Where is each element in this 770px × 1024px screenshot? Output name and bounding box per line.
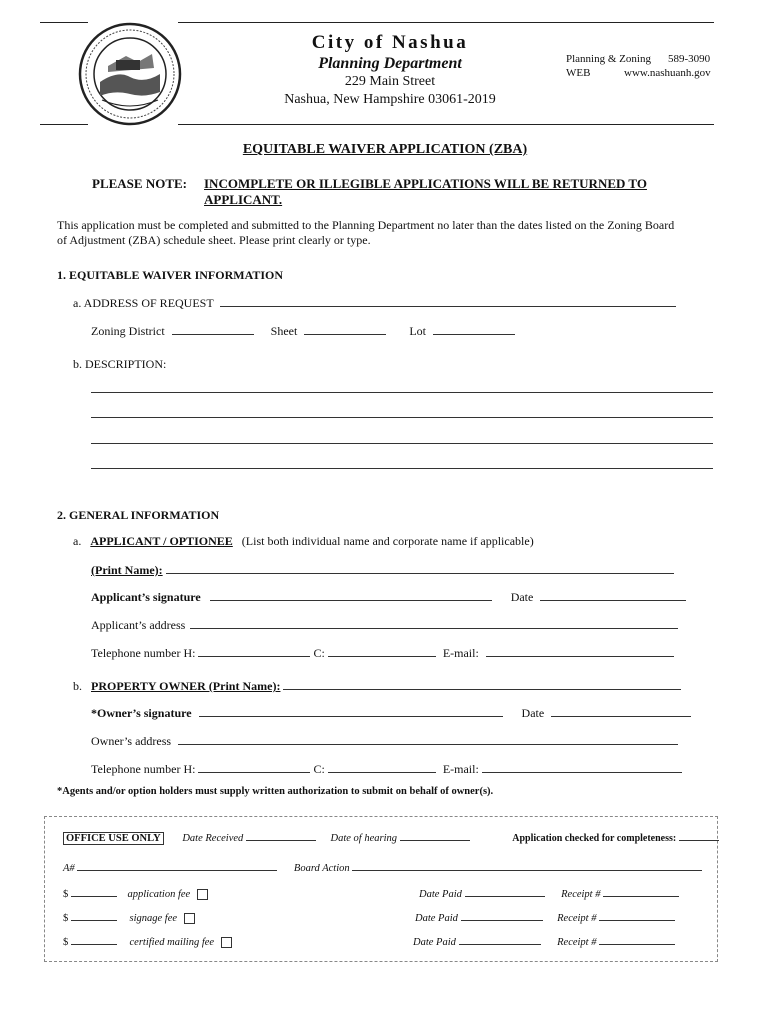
city-name: City of Nashua — [311, 32, 469, 53]
fee3-label: certified mailing fee — [129, 937, 215, 948]
owner-signature-field[interactable] — [199, 705, 503, 717]
fee2-label: signage fee — [129, 913, 178, 924]
header-rule-right-top — [178, 22, 714, 23]
description-line-1[interactable] — [91, 392, 713, 393]
owner-date-field[interactable] — [551, 705, 691, 717]
fee1-dollar: $ — [63, 889, 69, 900]
applicant-cell-field[interactable] — [328, 645, 436, 657]
fee3-checkbox[interactable] — [221, 937, 232, 948]
office-use-label: OFFICE USE ONLY — [63, 832, 164, 845]
office-row-1 — [63, 831, 719, 844]
completeness-field[interactable] — [679, 831, 719, 841]
applicant-heading: APPLICANT / OPTIONEE — [90, 534, 233, 548]
fee1-checkbox[interactable] — [197, 889, 208, 900]
header-rule-right-bottom — [178, 124, 714, 125]
applicant-email-label: E-mail: — [442, 646, 479, 660]
owner-signature-row — [91, 705, 691, 721]
fee3-date-paid-field[interactable] — [459, 935, 541, 945]
print-name-label: (Print Name): — [91, 563, 163, 577]
fee3-receipt-label: Receipt # — [557, 937, 597, 948]
owner-name-field[interactable] — [283, 678, 681, 690]
address-of-request-row — [73, 295, 676, 311]
applicant-note: (List both individual name and corporate name if applicable) — [241, 534, 534, 548]
owner-address-field[interactable] — [178, 733, 678, 745]
owner-telephone-label: Telephone number H: — [91, 762, 196, 776]
sheet-field[interactable] — [304, 323, 386, 335]
contact-label-web: WEB — [566, 67, 591, 79]
applicant-cell-label: C: — [313, 646, 325, 660]
owner-cell-label: C: — [313, 762, 325, 776]
owner-address-label: Owner’s address — [91, 734, 172, 748]
form-title: EQUITABLE WAIVER APPLICATION (ZBA) — [242, 142, 528, 157]
fee1-receipt-label: Receipt # — [561, 889, 601, 900]
section2-heading: 2. GENERAL INFORMATION — [57, 508, 220, 522]
address-of-request-field[interactable] — [220, 295, 676, 307]
agents-note: *Agents and/or option holders must supply written authorization to submit on behalf of owner(s). — [57, 786, 494, 797]
lot-label: Lot — [409, 324, 427, 338]
a-number-label: A# — [63, 863, 75, 874]
description-line-4[interactable] — [91, 468, 713, 469]
applicant-heading-row — [73, 534, 534, 549]
fee2-checkbox[interactable] — [184, 913, 195, 924]
owner-email-label: E-mail: — [442, 762, 479, 776]
fee3-dollar: $ — [63, 937, 69, 948]
description-label: b. DESCRIPTION: — [73, 357, 167, 371]
applicant-date-label: Date — [510, 590, 534, 604]
fee2-receipt-field[interactable] — [599, 911, 675, 921]
street-address: 229 Main Street — [344, 74, 436, 89]
contact-label-phone: Planning & Zoning — [566, 53, 651, 65]
office-row-2 — [63, 861, 702, 874]
fee2-receipt-label: Receipt # — [557, 913, 597, 924]
note-text-2: APPLICANT. — [204, 192, 283, 207]
applicant-home-phone-field[interactable] — [198, 645, 310, 657]
owner-row — [73, 678, 681, 694]
zoning-district-field[interactable] — [172, 323, 254, 335]
owner-date-label: Date — [521, 706, 545, 720]
date-received-label: Date Received — [182, 833, 244, 844]
fee3-date-paid-label: Date Paid — [413, 937, 456, 948]
owner-signature-label: *Owner’s signature — [91, 706, 192, 720]
fee1-amount-field[interactable] — [71, 887, 117, 897]
fee3-amount-field[interactable] — [71, 935, 117, 945]
applicant-email-field[interactable] — [486, 645, 674, 657]
description-line-3[interactable] — [91, 443, 713, 444]
fee1-date-paid-field[interactable] — [465, 887, 545, 897]
print-name-row — [91, 562, 674, 578]
date-hearing-label: Date of hearing — [330, 833, 398, 844]
print-name-field[interactable] — [166, 562, 674, 574]
applicant-signature-row — [91, 589, 686, 605]
lot-field[interactable] — [433, 323, 515, 335]
owner-address-row — [91, 733, 678, 749]
description-line-2[interactable] — [91, 417, 713, 418]
note-text-1: INCOMPLETE OR ILLEGIBLE APPLICATIONS WILL BE RETURNED TO — [204, 176, 647, 191]
owner-home-phone-field[interactable] — [198, 761, 310, 773]
fee-row-2-paid — [415, 911, 675, 924]
date-received-field[interactable] — [246, 831, 316, 841]
zoning-district-label: Zoning District — [91, 324, 165, 338]
fee2-date-paid-label: Date Paid — [415, 913, 458, 924]
a-number-field[interactable] — [77, 861, 277, 871]
fee1-label: application fee — [127, 889, 191, 900]
department-name: Planning Department — [318, 55, 462, 72]
fee-row-3-paid — [413, 935, 675, 948]
applicant-signature-field[interactable] — [210, 589, 492, 601]
fee1-receipt-field[interactable] — [603, 887, 679, 897]
fee1-date-paid-label: Date Paid — [419, 889, 462, 900]
applicant-address-row — [91, 617, 678, 633]
owner-email-field[interactable] — [482, 761, 682, 773]
date-hearing-field[interactable] — [400, 831, 470, 841]
owner-cell-field[interactable] — [328, 761, 436, 773]
board-action-label: Board Action — [293, 863, 350, 874]
fee-row-2 — [63, 911, 195, 924]
owner-telephone-row — [91, 761, 682, 777]
fee2-date-paid-field[interactable] — [461, 911, 543, 921]
office-use-box — [44, 816, 718, 962]
fee-row-3 — [63, 935, 232, 948]
applicant-address-field[interactable] — [190, 617, 678, 629]
fee-row-1-paid — [419, 887, 679, 900]
zoning-row — [91, 323, 515, 339]
sheet-label: Sheet — [270, 324, 298, 338]
applicant-telephone-row — [91, 645, 674, 661]
fee3-receipt-field[interactable] — [599, 935, 675, 945]
applicant-signature-label: Applicant’s signature — [91, 590, 201, 604]
applicant-telephone-label: Telephone number H: — [91, 646, 196, 660]
contact-web: www.nashuanh.gov — [624, 67, 711, 79]
city-seal-icon — [78, 22, 182, 126]
owner-prefix: b. — [73, 679, 82, 693]
contact-phone: 589-3090 — [668, 53, 711, 65]
intro-line-1: This application must be completed and submitted to the Planning Department no later than the dates listed on the Zoning Board — [57, 218, 675, 232]
address-of-request-label: a. ADDRESS OF REQUEST — [73, 296, 214, 310]
applicant-address-label: Applicant’s address — [91, 618, 186, 632]
owner-name-label: PROPERTY OWNER (Print Name): — [91, 679, 281, 693]
applicant-prefix: a. — [73, 534, 82, 548]
board-action-field[interactable] — [352, 861, 702, 871]
completeness-label: Application checked for completeness: — [512, 833, 677, 844]
fee-row-1 — [63, 887, 208, 900]
fee2-dollar: $ — [63, 913, 69, 924]
city-state-zip: Nashua, New Hampshire 03061-2019 — [284, 92, 496, 107]
note-label: PLEASE NOTE: — [92, 176, 187, 191]
fee2-amount-field[interactable] — [71, 911, 117, 921]
applicant-date-field[interactable] — [540, 589, 686, 601]
section1-heading: 1. EQUITABLE WAIVER INFORMATION — [57, 268, 284, 282]
intro-line-2: of Adjustment (ZBA) schedule sheet. Please print clearly or type. — [57, 233, 371, 247]
